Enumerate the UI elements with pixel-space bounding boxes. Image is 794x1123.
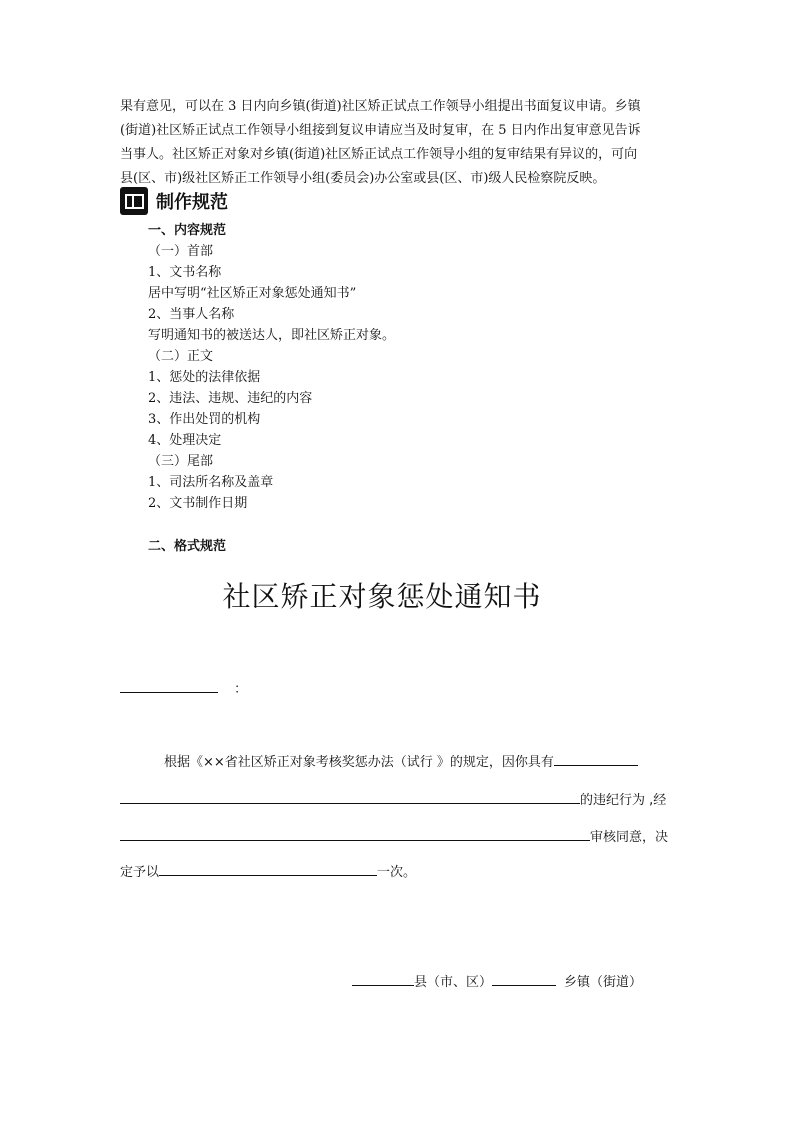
outline-item: 2、当事人名称 bbox=[148, 307, 235, 322]
outline-item: 居中写明“社区矫正对象惩处通知书” bbox=[148, 286, 357, 301]
intro-line: (街道)社区矫正试点工作领导小组接到复议申请应当及时复审，在 5 日内作出复审意见告诉 bbox=[120, 123, 641, 138]
issuer-line bbox=[352, 971, 642, 990]
outline-item: 写明通知书的被送达人，即社区矫正对象。 bbox=[148, 328, 396, 343]
town-blank[interactable] bbox=[492, 973, 556, 986]
form-title: 社区矫正对象惩处通知书 bbox=[222, 580, 542, 613]
format-spec-heading: 二、格式规范 bbox=[148, 539, 227, 554]
intro-line: 果有意见，可以在 3 日内向乡镇(街道)社区矫正试点工作领导小组提出书面复议申请。乡镇 bbox=[120, 99, 641, 114]
notice-text: 根据《××省社区矫正对象考核奖惩办法（试行 》的规定，因你具有 bbox=[164, 755, 554, 770]
section-heading bbox=[120, 186, 228, 216]
county-label: 县（市、区） bbox=[414, 975, 493, 990]
intro-line: 当事人。社区矫正对象对乡镇(街道)社区矫正试点工作领导小组的复审结果有异议的，可向 bbox=[120, 147, 638, 162]
outline-item: 3、作出处罚的机构 bbox=[148, 412, 261, 427]
intro-line: 县(区、市)级社区矫正工作领导小组(委员会)办公室或县(区、市)级人民检察院反映。 bbox=[120, 171, 606, 186]
notice-line-3 bbox=[120, 826, 668, 845]
notice-text: 的违纪行为 ,经 bbox=[580, 793, 667, 808]
notice-line-4 bbox=[120, 861, 416, 880]
section-title: 制作规范 bbox=[156, 192, 228, 213]
notice-line-1 bbox=[164, 751, 638, 770]
town-label: 乡镇（街道） bbox=[564, 975, 643, 990]
outline-item: 4、处理决定 bbox=[148, 433, 222, 448]
outline-item: （二）正文 bbox=[148, 349, 214, 364]
outline-item: 1、司法所名称及盖章 bbox=[148, 475, 274, 490]
notice-text: 审核同意，决 bbox=[590, 830, 669, 845]
addressee-colon: ： bbox=[234, 682, 248, 697]
addressee-blank[interactable] bbox=[120, 680, 218, 693]
outline-item: 2、文书制作日期 bbox=[148, 496, 248, 511]
content-spec-heading: 一、内容规范 bbox=[148, 223, 227, 238]
violation-detail-blank[interactable] bbox=[120, 791, 580, 804]
county-blank[interactable] bbox=[352, 973, 414, 986]
outline-item: （一）首部 bbox=[148, 244, 214, 259]
outline-item: 1、惩处的法律依据 bbox=[148, 370, 261, 385]
document-icon bbox=[120, 187, 148, 215]
outline-item: 2、违法、违规、违纪的内容 bbox=[148, 391, 313, 406]
intro-paragraph bbox=[120, 95, 680, 191]
notice-line-2 bbox=[120, 789, 666, 808]
outline-item: （三）尾部 bbox=[148, 454, 214, 469]
outline-item: 1、文书名称 bbox=[148, 265, 222, 280]
notice-text: 定予以 bbox=[120, 865, 160, 880]
notice-text: 一次。 bbox=[377, 865, 417, 880]
outline-list bbox=[148, 220, 395, 557]
approver-blank[interactable] bbox=[120, 828, 590, 841]
penalty-blank[interactable] bbox=[159, 863, 377, 876]
violation-blank[interactable] bbox=[554, 753, 638, 766]
addressee-line bbox=[120, 678, 247, 697]
